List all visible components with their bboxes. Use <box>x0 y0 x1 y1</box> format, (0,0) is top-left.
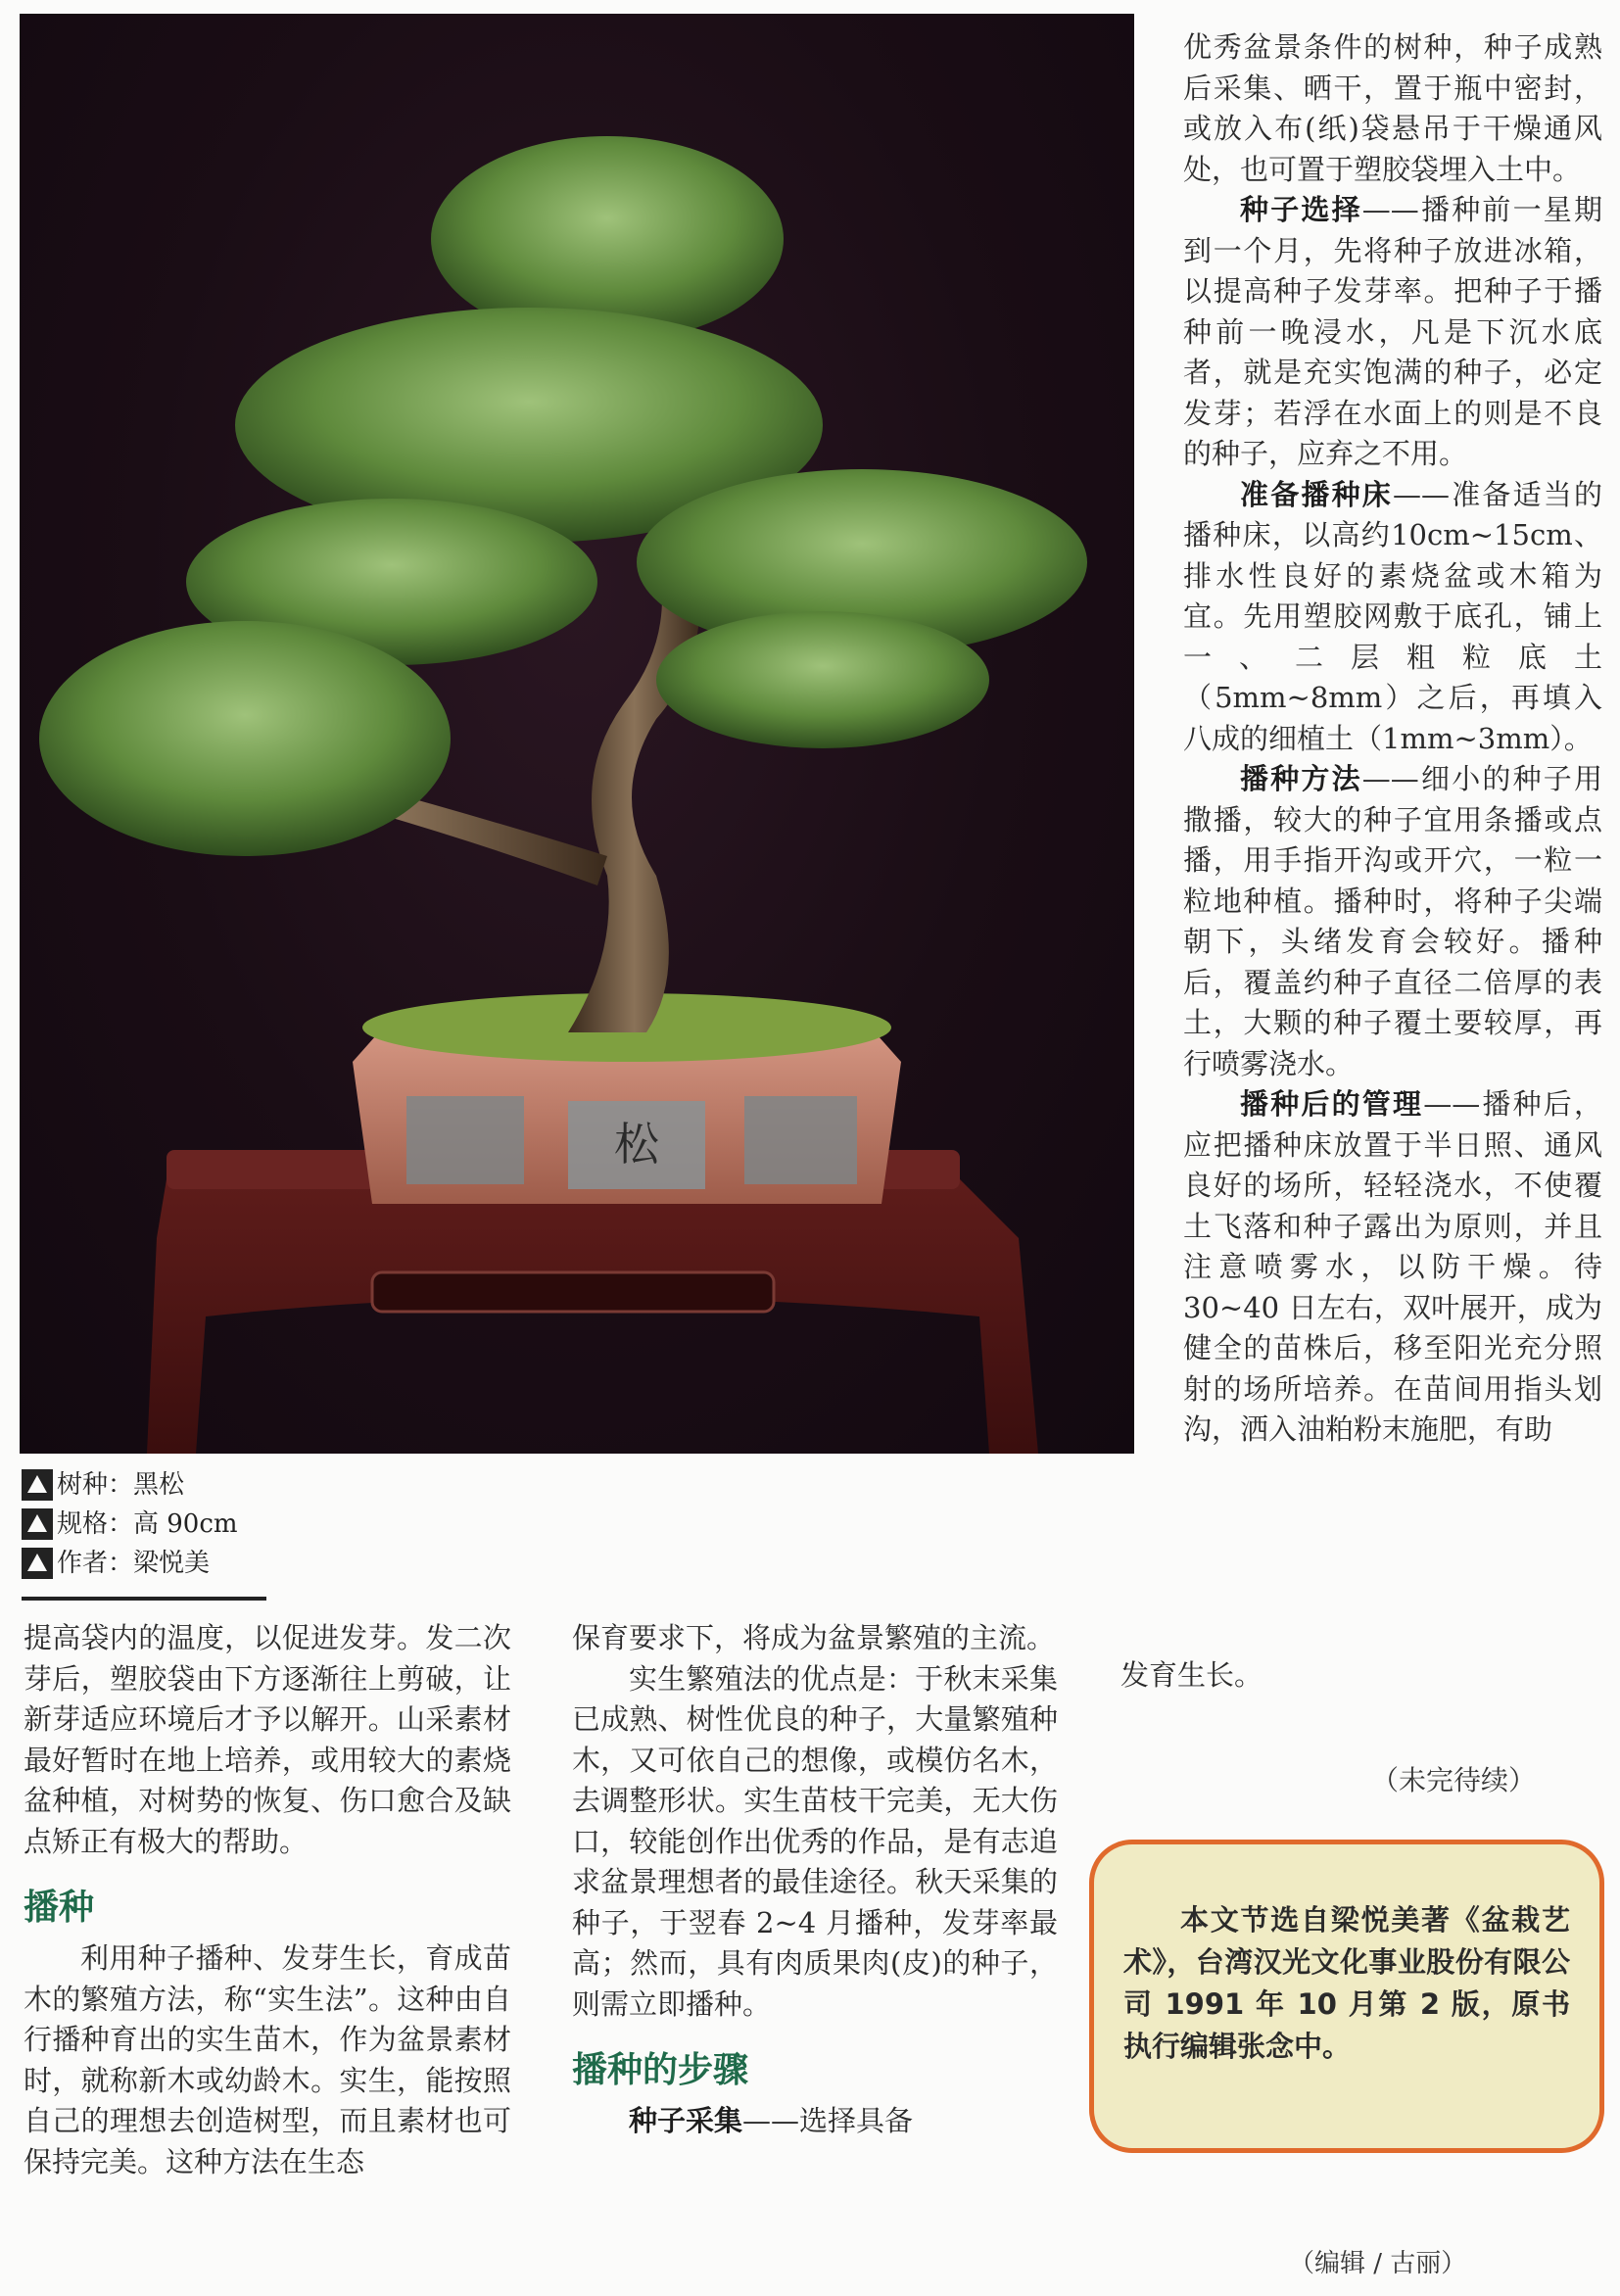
triangle-icon <box>22 1469 53 1501</box>
editor-credit: （编辑 / 古丽） <box>1289 2249 1467 2278</box>
right-paragraph-bed: 准备播种床——准备适当的播种床，以高约10cm~15cm、排水性良好的素烧盆或木箱为宜。先用塑胶网敷于底孔，铺上一、二层粗粒底土（5mm~8mm）之后，再填入八成的细植土（1mm~3mm）。 <box>1183 477 1602 755</box>
right-paragraph-method: 播种方法——细小的种子用撒播，较大的种子宜用条播或点播，用手指开沟或开穴，一粒一粒地种植。播种时，将种子尖端朝下，头绪发育会较好。播种后，覆盖约种子直径二倍厚的表土，大颗的种子覆土要较厚，再行喷雾浇水。 <box>1183 762 1602 1080</box>
source-credit-box <box>1089 1840 1604 2153</box>
right-text-tail: 发育生长。 <box>1120 1658 1263 1692</box>
bonsai-photo <box>20 14 1134 1454</box>
lead-sowing-method: 播种方法 <box>1240 762 1362 795</box>
photo-caption <box>22 1465 266 1583</box>
heading-steps: 播种的步骤 <box>572 2050 749 2090</box>
lead-after-care: 播种后的管理 <box>1240 1087 1424 1121</box>
pot-panel-right <box>744 1096 857 1184</box>
bonsai-illustration <box>20 14 1134 1454</box>
foliage-right-low <box>656 611 989 748</box>
triangle-icon <box>22 1508 53 1540</box>
pot-seal-text: 松 <box>614 1118 659 1171</box>
wooden-stand <box>147 1179 1038 1454</box>
heading-sowing: 播种 <box>24 1888 95 1928</box>
left-paragraph-2: 利用种子播种、发芽生长，育成苗木的繁殖方法，称“实生法”。这种由自行播种育出的实生苗木，作为盆景素材时，就称新木或幼龄木。实生，能按照自己的理想去创造树型，而且素材也可保持完美。这种方法在生态 <box>24 1941 511 2178</box>
middle-paragraph-2: 实生繁殖法的优点是：于秋末采集已成熟、树性优良的种子，大量繁殖种木，又可依自己的想像，或模仿名木，去调整形状。实生苗枝干完美，无大伤口，较能创作出优秀的作品，是有志追求盆景理想者的最佳途径。秋天采集的种子，于翌春 2~4 月播种，发芽率最高；然而，具有肉质果肉(皮)的种子，则需立即播种。 <box>572 1661 1058 2021</box>
credit-text: 本文节选自梁悦美著《盆栽艺术》，台湾汉光文化事业股份有限公司 1991 年 10 月第 2 版，原书执行编辑张念中。 <box>1123 1903 1570 2063</box>
caption-rule <box>22 1597 266 1601</box>
stand-carving <box>372 1272 774 1312</box>
left-text-column <box>24 1618 511 2182</box>
to-be-continued: （未完待续） <box>1371 1764 1537 1796</box>
triangle-icon <box>22 1548 53 1579</box>
caption-size: 规格：高 90cm <box>22 1505 266 1544</box>
middle-paragraph-1: 保育要求下，将成为盆景繁殖的主流。 <box>572 1621 1056 1654</box>
caption-species: 树种：黑松 <box>22 1465 266 1505</box>
right-text-column <box>1183 27 1602 1451</box>
lead-seed-selection: 种子选择 <box>1240 193 1362 226</box>
right-paragraph-0: 优秀盆景条件的树种，种子成熟后采集、晒干，置于瓶中密封，或放入布(纸)袋悬吊于干燥通风处，也可置于塑胶袋埋入土中。 <box>1183 30 1602 186</box>
pot-panel-left <box>406 1096 524 1184</box>
middle-text-column <box>572 1618 1058 2142</box>
foliage-left <box>39 621 451 856</box>
middle-paragraph-collect: 种子采集——选择具备 <box>629 2104 914 2137</box>
lead-seed-bed: 准备播种床 <box>1240 477 1393 511</box>
caption-author: 作者：梁悦美 <box>22 1544 266 1583</box>
lead-seed-collection: 种子采集 <box>629 2104 743 2137</box>
right-paragraph-select: 种子选择——播种前一星期到一个月，先将种子放进冰箱，以提高种子发芽率。把种子于播种前一晚浸水，凡是下沉水底者，就是充实饱满的种子，必定发芽；若浮在水面上的则是不良的种子，应弃之不用。 <box>1183 193 1602 470</box>
right-paragraph-after: 播种后的管理——播种后，应把播种床放置于半日照、通风良好的场所，轻轻浇水，不使覆土飞落和种子露出为原则，并且注意喷雾水，以防干燥。待 30~40 日左右，双叶展开，成为健全的苗株后，移至阳光充分照射的场所培养。在苗间用指头划沟，洒入油粕粉末施肥，有助 <box>1183 1087 1602 1446</box>
left-paragraph-1: 提高袋内的温度，以促进发芽。发二次芽后，塑胶袋由下方逐渐往上剪破，让新芽适应环境后才予以解开。山采素材最好暂时在地上培养，或用较大的素烧盆种植，对树势的恢复、伤口愈合及缺点矫正有极大的帮助。 <box>24 1621 511 1858</box>
